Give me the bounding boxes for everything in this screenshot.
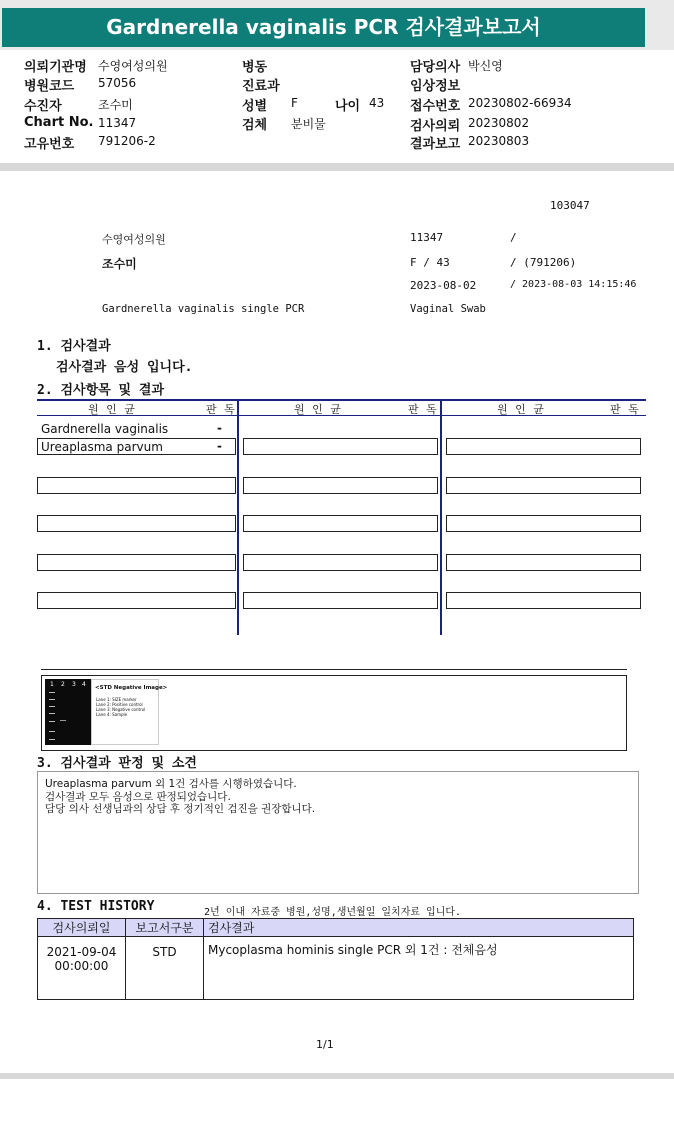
gel-legend-line-1: Lane 1: SIZE marker — [96, 697, 137, 702]
patient-label: 수진자 — [24, 99, 62, 114]
age-label: 나이 — [335, 99, 361, 114]
page-number: 1/1 — [316, 1038, 334, 1051]
result-row-1-name: Gardnerella vaginalis — [41, 422, 169, 436]
col3-judgement-header: 판 독 — [610, 403, 641, 416]
results-divider-2 — [440, 399, 442, 635]
history-result: Mycoplasma hominis single PCR 외 1건 : 전체음성 — [204, 937, 634, 1000]
history-type: STD — [126, 937, 204, 1000]
gel-band — [49, 721, 55, 722]
empty-cell — [243, 477, 438, 494]
request-date-value: 20230802 — [468, 116, 530, 130]
history-date: 2021-09-04 — [46, 945, 117, 959]
gel-band — [49, 699, 55, 700]
col2-judgement-header: 판 독 — [408, 403, 439, 416]
dept-label: 진료과 — [242, 79, 280, 94]
empty-cell — [37, 515, 236, 532]
col1-pathogen-header: 원 인 균 — [88, 403, 137, 416]
empty-cell — [243, 592, 438, 609]
chart-no-label: Chart No. — [24, 115, 94, 130]
history-date-cell — [38, 937, 126, 1000]
col2-pathogen-header: 원 인 균 — [294, 403, 343, 416]
gel-lane-4-label: 4 — [82, 681, 86, 688]
findings-line-1: Ureaplasma parvum 외 1건 검사를 시행하였습니다. — [45, 778, 297, 790]
gel-legend-line-2: Lane 2: Positive control — [96, 702, 143, 707]
slip-number: 103047 — [550, 199, 590, 212]
empty-cell — [243, 438, 438, 455]
gel-legend-line-4: Lane 4: Sample — [96, 712, 128, 717]
sex-label: 성별 — [242, 99, 268, 114]
specimen-label: 검체 — [242, 118, 268, 133]
patient-value: 조수미 — [98, 98, 133, 112]
report-date-value: 20230803 — [468, 134, 530, 148]
gel-band — [49, 739, 55, 740]
empty-cell — [37, 477, 236, 494]
section3-title: 3. 검사결과 판정 및 소견 — [37, 756, 197, 771]
gel-band — [60, 720, 66, 721]
hospital-code-label: 병원코드 — [24, 79, 75, 94]
receipt-no-label: 접수번호 — [410, 99, 461, 114]
findings-line-2: 검사결과 모두 음성으로 판정되었습니다. — [45, 791, 231, 803]
gel-top-rule — [41, 669, 627, 670]
gel-lane-1-label: 1 — [50, 681, 54, 688]
report-date-label: 결과보고 — [410, 137, 461, 152]
empty-cell — [446, 477, 641, 494]
empty-cell — [37, 554, 236, 571]
result-row-1-value: - — [217, 421, 222, 435]
empty-cell — [446, 515, 641, 532]
request-date-label: 검사의뢰 — [410, 119, 461, 134]
table-row — [38, 937, 634, 1000]
header-separator — [0, 163, 674, 171]
result-row-2-name: Ureaplasma parvum — [41, 440, 163, 454]
empty-cell — [37, 592, 236, 609]
gel-legend — [91, 679, 168, 745]
empty-cell — [243, 554, 438, 571]
history-col-type: 보고서구분 — [126, 919, 204, 937]
slip-date: 2023-08-02 — [410, 279, 477, 292]
slip-sex-age: F / 43 — [410, 256, 450, 269]
chart-no-value: 11347 — [98, 116, 137, 130]
result-row-2-value: - — [217, 439, 222, 453]
empty-cell — [446, 554, 641, 571]
slip-specimen: Vaginal Swab — [410, 303, 486, 315]
gel-lane-3-label: 3 — [72, 681, 76, 688]
col1-judgement-header: 판 독 — [206, 403, 237, 416]
results-divider-1 — [237, 399, 239, 635]
findings-line-3: 담당 의사 선생님과의 상담 후 정기적인 검진을 권장합니다. — [45, 803, 316, 815]
receipt-no-value: 20230802-66934 — [468, 96, 572, 110]
history-time: 00:00:00 — [54, 959, 109, 973]
empty-cell — [446, 592, 641, 609]
doctor-value: 박신영 — [468, 59, 503, 73]
clinical-info-label: 임상정보 — [410, 79, 461, 94]
col3-pathogen-header: 원 인 균 — [497, 403, 546, 416]
section1-title: 1. 검사결과 — [37, 339, 111, 354]
slip-chart: 11347 — [410, 231, 444, 244]
empty-cell — [446, 438, 641, 455]
gel-legend-line-3: Lane 3: Negative control — [96, 707, 146, 712]
gel-band — [49, 731, 55, 732]
clinic-name-value: 수영여성의원 — [98, 59, 168, 73]
slip-test-name: Gardnerella vaginalis single PCR — [102, 303, 305, 315]
slip-slash: / — [510, 231, 517, 244]
history-header-row — [38, 919, 634, 937]
unique-no-label: 고유번호 — [24, 137, 75, 152]
history-col-date: 검사의뢰일 — [38, 919, 126, 937]
hospital-code-value: 57056 — [98, 76, 137, 90]
slip-patient: 조수미 — [102, 257, 137, 271]
report-title: Gardnerella vaginalis PCR 검사결과보고서 — [2, 8, 645, 47]
unique-no-value: 791206-2 — [98, 134, 156, 148]
section4-title: 4. TEST HISTORY — [37, 899, 155, 914]
specimen-value: 분비물 — [291, 117, 326, 131]
gel-lane-2-label: 2 — [61, 681, 65, 688]
doctor-label: 담당의사 — [410, 60, 461, 75]
history-col-result: 검사결과 — [204, 919, 634, 937]
section2-title: 2. 검사항목 및 결과 — [37, 383, 165, 398]
slip-report-time: / 2023-08-03 14:15:46 — [510, 279, 637, 290]
gel-image — [45, 679, 91, 745]
sex-value: F — [291, 96, 298, 110]
ward-label: 병동 — [242, 60, 268, 75]
gel-band — [49, 706, 55, 707]
gel-band — [49, 713, 55, 714]
empty-cell — [243, 515, 438, 532]
slip-clinic: 수영여성의원 — [102, 233, 166, 246]
age-value: 43 — [369, 96, 385, 110]
slip-birth: / (791206) — [510, 256, 577, 269]
history-note: 2년 이내 자료중 병원,성명,생년월일 일치자료 입니다. — [204, 907, 462, 918]
history-table — [37, 918, 634, 1000]
gel-band — [49, 692, 55, 693]
clinic-name-label: 의뢰기관명 — [24, 60, 87, 75]
gel-legend-title: <STD Negative Image> — [95, 685, 168, 691]
section1-result: 검사결과 음성 입니다. — [56, 360, 193, 375]
footer-separator — [0, 1073, 674, 1079]
